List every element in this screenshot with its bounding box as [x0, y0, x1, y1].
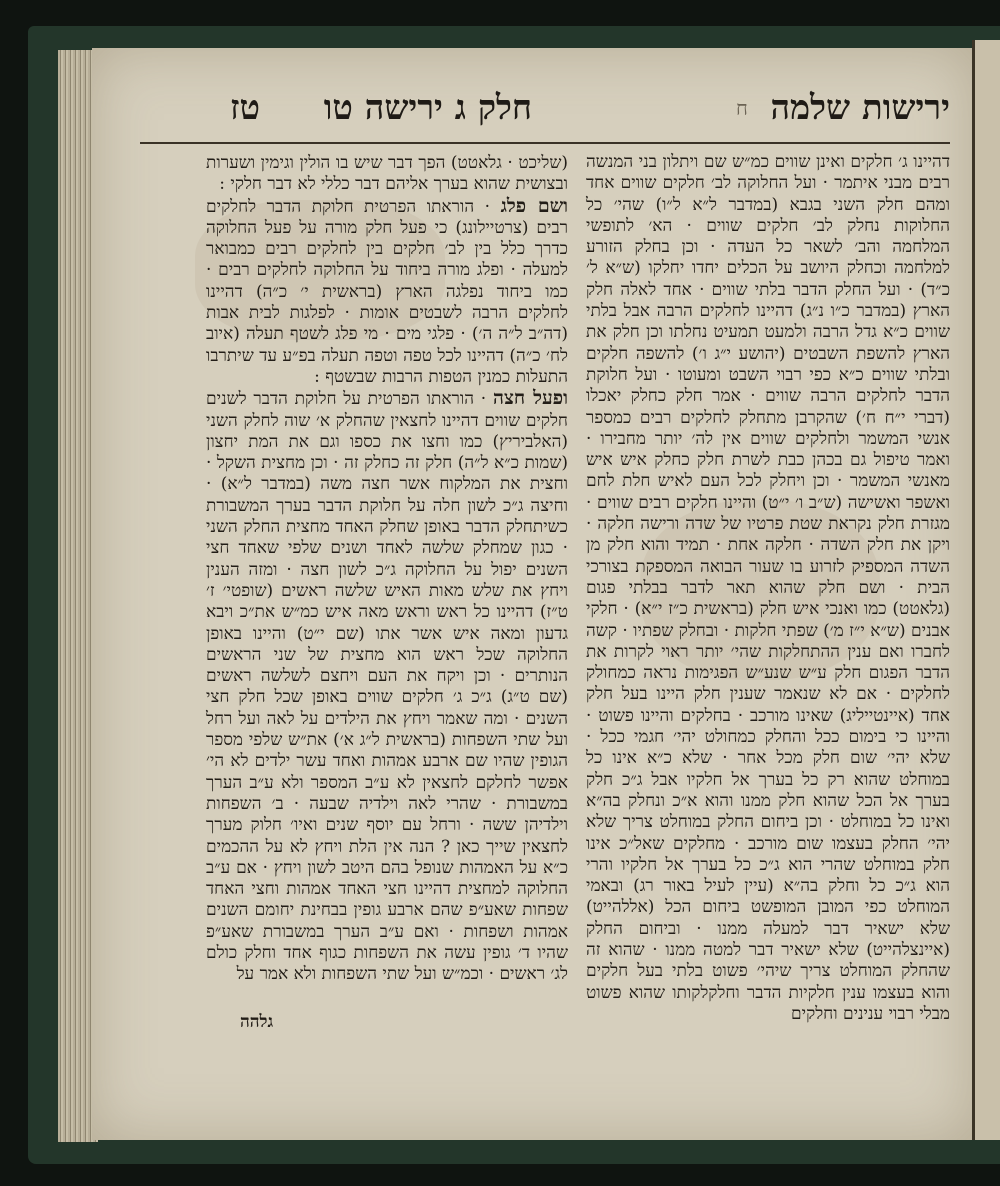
paragraph: דהיינו ג׳ חלקים ואינן שווים כמ״ש שם ויתלון בני המנשה רבים מבני איתמר · ועל החלוקה לב׳ חלקים שווים אחד ומהם חלק השני בגבא (במדבר ל״א ל״ו) שהי׳ כל החלוקות נחלק לב׳ חלקים שווים · הא׳ לתופשי המלחמה והב׳ לשאר כל העדה · וכן בחלק הזורע למלחמה וכחלק היושב על הכלים יחדו יחלקו (ש״א ל׳ כ״ד) · ועל החלק הדבר בלתי שווים · אחד לאלה חלק הארץ (במדבר כ״ו נ״ג) דהיינו לחלקים הרבה אבל בלתי שווים כ״א גדל הרבה ולמעט תמעיט נחלתו וכן חלק את הארץ להשפת השבטים (יהושע י״ג ו׳) להשפה חלקים ובלתי שווים כ״א כפי רבוי השבט ומעוטו · ועל חלוקת הדבר לחלקים הרבה שווים · אמר חלק כחלק יאכלו (דברי י״ח ח׳) שהקרבן מתחלק לחלקים רבים כמספר אנשי המשמר ולחלקים שווים אין לה׳ יותר מחבירו · ואמר טיפול גם בכהן כבת לשרת חלק כחלק איש איש מאנשי המשמר · וכן ויחלק לכל העם לאיש חלת לחם ואשפר ואשישה (ש״ב ו׳ י״ט) והיינו חלקים רבים שווים · מגזרת חלק נקראת שטת פרטיו של שדה ורישה חלקה · ויקן את חלק השדה · חלקה אחת · תמיד והוא חלק מן השדה המספיק לזרוע בו שעור הבואה המספקת בצורכי הבית · ושם חלק שהוא תאר לדבר בבלתי פגום (גלאטט) כמו ואנכי איש חלק (בראשית כ״ז י״א) · חלקי אבנים (ש״א י״ז מ׳) שפתי חלקות · ובחלק שפתיו · קשה לחברו ואם ענין ההתחלקות שהי׳ יותר ראוי לקרות את הדבר הפגום חלק ע״ש שנע״ש הפגימות נראה כמחולק לחלקים · אם לא שנאמר שענין חלק היינו בעל חלק אחד (איינטייליג) שאינו מורכב · בחלקים והיינו פשוט · והיינו כי בימום ככל והחלק כמחולט יהי׳ חגמי ככל · שלא יהי׳ שום חלק מכל אחר · שלא כ״א אינו כל במוחלט שהוא רק כל בערך אל חלקיו אבל ג״כ חלק בערך אל הכל שהוא חלק ממנו והוא א״כ ונחלק בה״א ואינו כל במוחלט · וכן ביחום החלק במוחלט צריך שלא יהי׳ החלק בעצמו שום מורכב · מחלקים שאל״כ אינו חלק במוחלט שהרי הוא ג״כ כל בערך אל חלקיו והרי הוא ג״כ כל וחלק בה״א (עיין לעיל באור רג) ובאמי המוחלט כפי המובן המופשט ביחום הכל (אללהייט) שלא ישאיר דבר למעלה ממנו · וביחום החלק (איינצלהייט) שלא ישאיר דבר למטה ממנו · שהוא זה שהחלק המוחלט צריך שיהי׳ פשוט בלתי בעל חלקים והוא בעצמו ענין חלקיות הדבר וחלקלקותו שהוא פשוט מבלי רבוי ענינים וחלקים [586, 152, 950, 1024]
text-column-right [586, 152, 950, 1025]
running-title-text: חלק ג ירישה טו [323, 88, 533, 128]
folio-number: טז [230, 88, 261, 128]
running-title-left [230, 88, 540, 128]
paragraph-text: (שליכט · גלאטט) הפך דבר שיש בו הולין וגימין ושערות ובצושית שהוא בערך אליהם דבר כללי לא דבר חלקי : [206, 153, 568, 195]
facing-page-edge [972, 40, 1000, 1140]
running-title-right: ירישות שלמה [770, 88, 950, 128]
paragraph [206, 196, 568, 389]
header-mark: ח [736, 96, 748, 120]
catchword: גלהה [240, 1012, 274, 1032]
paragraph [206, 388, 568, 985]
paragraph-lead: ופעל חצה [493, 387, 568, 410]
paragraph-text: · הוראתו הפרטית חלוקת הדבר לחלקים רבים (צרטיילונג) כי פעל חלק מורה על פעל החלוקה כדרך כלל בין לב׳ חלקים בין לחלקים רבים כמבואר למעלה · ופלג מורה ביחוד על החלוקה לחלקים רבים · כמו ביחוד נפלגה הארץ (בראשית י׳ כ״ה) דהיינו לחלקים הרבה לשבטים אומות · לפלגות לבית אבות (דה״ב ל״ה ה׳) · פלגי מים · מי פלג לשטף תעלה (איוב לח׳ כ״ה) דהיינו לכל טפה וטפה תעלה בפ״ע עד שיתרבו התעלות כמנין הטפות הרבות שבשטף : [206, 196, 568, 387]
header-rule [140, 142, 950, 144]
text-column-left [206, 152, 568, 986]
paragraph-text: · הוראתו הפרטית על חלוקת הדבר לשנים חלקים שווים דהיינו לחצאין שהחלק א׳ שוה לחלק השני (האלביריץ) כמו וחצו את כספו וגם את המת יחצון (שמות כ״א ל״ה) חלק זה כחלק זה · וכן מחצית השקל · וחצית את המלקוח אשר חצה משה (במדבר ל״א) · וחיצה ג״כ לשון חלה על חלוקת הדבר בערך המשבורת כשיתחלק הדבר באופן שחלק האחד מחצית החלק השני · כגון שמחלק שלשה לאחד ושנים שלפי שאחד חצי השנים יפול על החלוקה ג״כ לשון חצה · ומזה הענין ויחץ את שלש מאות האיש שלשה ראשים (שופטי׳ ז׳ ט״ז) דהיינו כל ראש וראש מאה איש כמ״ש את״כ ויבא גדעון ומאה איש אשר אתו (שם י״ט) והיינו באופן החלוקה שכל ראש הוא מחצית של שני הראשים הנותרים · וכן ויקח את העם ויחצם לשלשה ראשים (שם ט״ג) ג״כ ג׳ חלקים שווים באופן שכל חלק חצי השנים · ומה שאמר ויחץ את הילדים על לאה ועל רחל ועל שתי השפחות (בראשית ל״ג א׳) את״ש שלפי מספר הגופין שהיו שם ארבע אמהות ואחד עשר ילדים לא הי׳ אפשר לחלקם לחצאין לא ע״ב המספר ולא ע״ב הערך במשבורת · שהרי לאה וילדיה שבעה · ב׳ השפחות וילדיהן ששה · ורחל עם יוסף שנים ואיו׳ חלוק מערך לחצאין שייך כאן ? הנה אין הלת ויחץ לא על ההכמים כ״א על האמהות שנופל בהם היטב לשון ויחץ · אם ע״ב החלוקה למחצית דהיינו חצי האחד אמהות וחצי האחד שפחות שאע״פ שהם ארבע גופין בבחינת יחומם השנים אמהות ושפחות · ואם ע״ב הערך במשבורת שאע״פ שהיו ד׳ גופין עשה את השפחות כגוף אחד וחלק כולם לג׳ ראשים · וכמ״ש ועל שתי השפחות ולא אמר על [206, 389, 568, 985]
paragraph [206, 152, 568, 196]
paragraph-lead: ושם פלג [500, 194, 569, 217]
